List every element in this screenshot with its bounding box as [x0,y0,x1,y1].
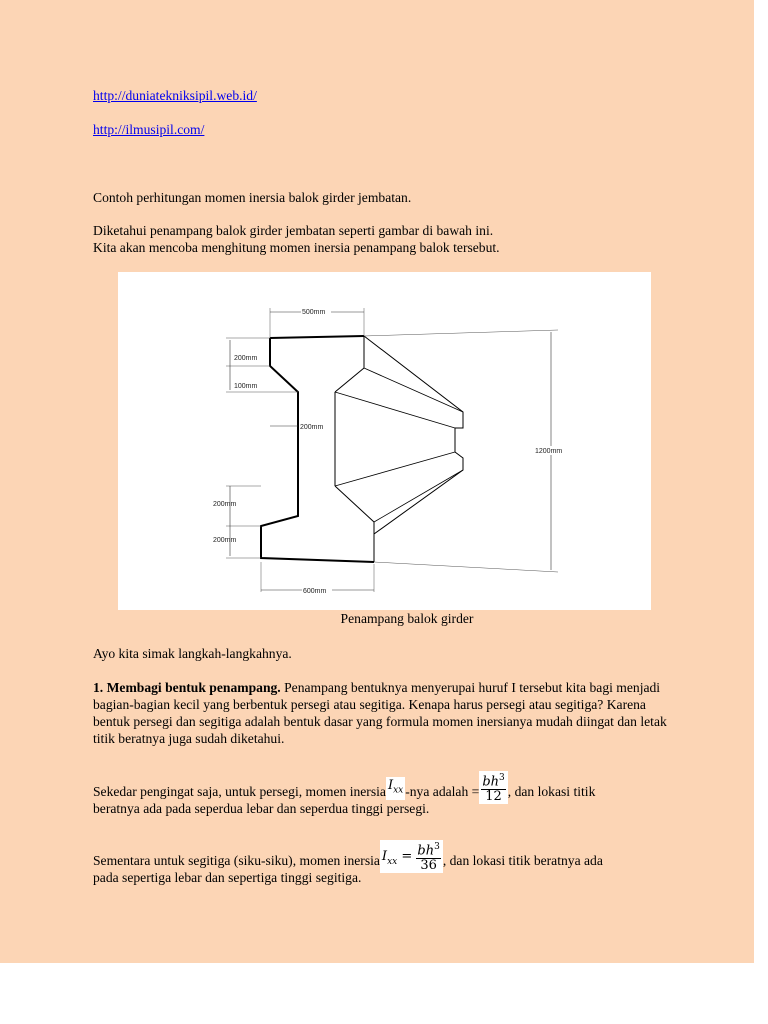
link-ilmusipil[interactable]: http://ilmusipil.com/ [93,122,205,137]
rect-note-line-2: beratnya ada pada seperdua lebar dan seperdua tinggi persegi. [93,801,430,816]
link-duniatekniksipil[interactable]: http://duniatekniksipil.web.id/ [93,88,257,103]
step-1-body: Penampang bentuknya menyerupai huruf I tersebut kita bagi menjadi bagian-bagian kecil yang berbentuk persegi atau segitiga. Kenapa harus persegi atau segitiga? Karena bentuk persegi dan segitiga adalah bentuk dasar yang formula momen inersianya mudah diingat dan letak titik beratnya juga sudah diketahui. [93,680,667,746]
dim-bottom-width: 600mm [303,588,327,595]
rect-note-post: , dan lokasi titik [507,784,596,799]
tri-note [93,832,683,886]
dim-top-flange: 200mm [234,355,258,362]
intro-title: Contoh perhitungan momen inersia balok girder jembatan. [93,190,412,205]
tri-note-pre: Sementara untuk segitiga (siku-siku), momen inersia [93,853,380,868]
dim-top-taper: 100mm [234,383,258,390]
step-1-title: 1. Membagi bentuk penampang. [93,680,281,695]
dim-top-width: 500mm [302,309,326,316]
dim-bottom-taper: 200mm [213,501,237,508]
intro-line-1: Diketahui penampang balok girder jembatan seperti gambar di bawah ini. [93,223,494,238]
tri-note-line-2: pada sepertiga lebar dan sepertiga tinggi segitiga. [93,870,362,885]
girder-figure [118,272,651,610]
tri-formula: $I_{xx}$ = $\frac{bh^3}{36}$ [380,840,443,873]
girder-section-drawing [118,272,651,610]
rect-ixx-symbol: $I_{xx}$ [386,777,405,800]
tri-note-post: , dan lokasi titik beratnya ada [442,853,603,868]
rect-formula: $\frac{bh^3}{12}$ [479,771,507,804]
intro-line-2: Kita akan mencoba menghitung momen inersia penampang balok tersebut. [93,240,500,255]
dim-total-height: 1200mm [535,448,563,455]
rect-note [93,764,683,817]
rect-note-pre: Sekedar pengingat saja, untuk persegi, momen inersia [93,784,386,799]
rect-note-mid: -nya adalah = [405,784,480,799]
step-1-paragraph [93,679,683,747]
figure-caption: Penampang balok girder [340,611,474,626]
steps-lead: Ayo kita simak langkah-langkahnya. [93,646,292,661]
dim-web-width: 200mm [300,424,324,431]
dim-bottom-flange: 200mm [213,537,237,544]
